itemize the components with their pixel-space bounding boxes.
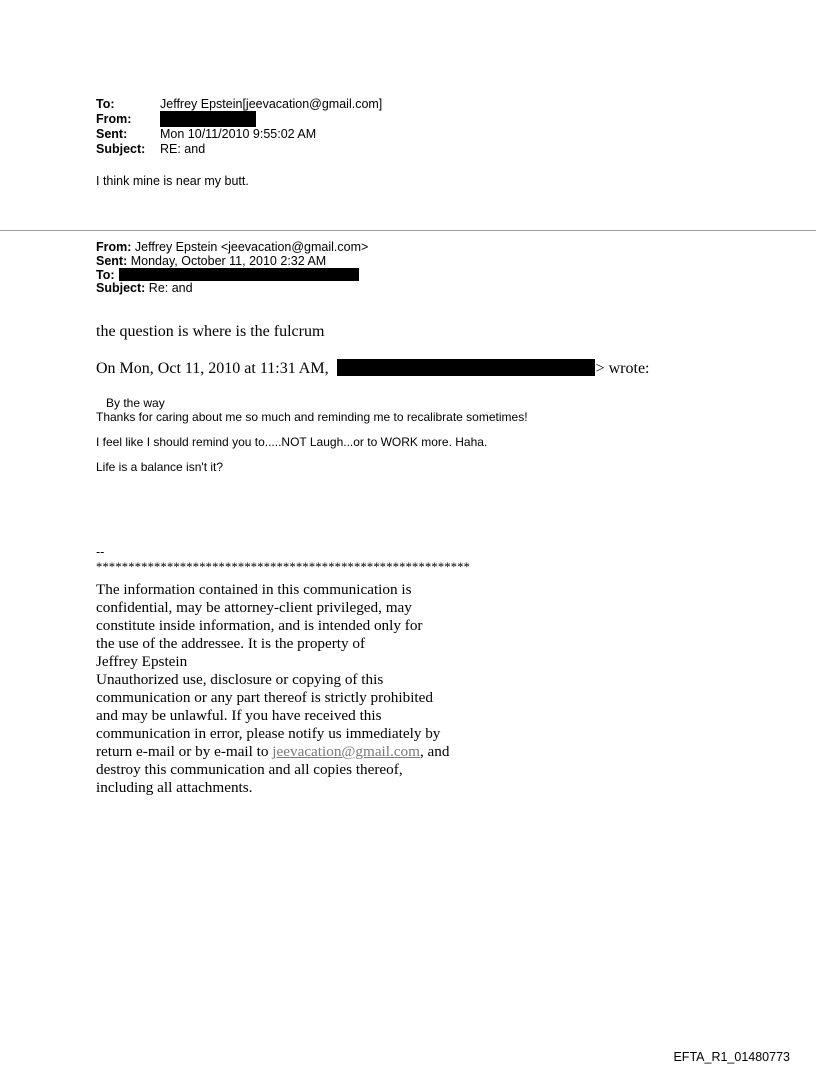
disclaimer-line: communication in error, please notify us immediately by — [96, 725, 441, 742]
email2-header — [96, 241, 368, 295]
email2-subject-value: Re: and — [148, 280, 193, 295]
quoted-gap — [96, 424, 528, 435]
email2-from-label: From: — [96, 240, 132, 254]
email2-sent-value: Monday, October 11, 2010 2:32 AM — [130, 253, 327, 268]
email1-to-value: Jeffrey Epstein[jeevacation@gmail.com] — [160, 97, 383, 111]
email1-sent-row — [96, 127, 382, 142]
disclaimer-line-return — [96, 743, 449, 761]
email1-sent-value: Mon 10/11/2010 9:55:02 AM — [160, 127, 317, 141]
disclaimer-line: Jeffrey Epstein — [96, 653, 188, 670]
email1-subject-row — [96, 142, 382, 157]
email1-subject-value: RE: and — [160, 142, 206, 156]
email1-to-row — [96, 97, 382, 112]
email-link[interactable]: jeevacation@gmail.com — [272, 743, 420, 760]
disclaimer-line: destroy this communication and all copies thereof, — [96, 761, 403, 778]
disclaimer-line: confidential, may be attorney-client privileged, may — [96, 599, 412, 616]
email1-subject-label: Subject: — [96, 142, 146, 156]
quote-intro-start: On Mon, Oct 11, 2010 at 11:31 AM, — [96, 360, 329, 377]
email2-to-label: To: — [96, 268, 115, 282]
email1-sent-label: Sent: — [96, 127, 128, 141]
confidentiality-disclaimer — [96, 581, 449, 797]
disclaimer-line: including all attachments. — [96, 779, 253, 796]
return-suffix: , and — [419, 743, 450, 760]
email2-from-row — [96, 241, 368, 255]
email1-from-label: From: — [96, 112, 132, 126]
quoted-line: Thanks for caring about me so much and reminding me to recalibrate sometimes! — [96, 410, 528, 424]
email2-sent-row — [96, 255, 368, 269]
disclaimer-line: communication or any part thereof is strictly prohibited — [96, 689, 433, 706]
email2-subject-row — [96, 282, 368, 296]
email1-header — [96, 97, 382, 157]
signature-stars: ********************************************************** — [96, 560, 471, 574]
email1-to-label: To: — [96, 97, 115, 111]
email1-from-row — [96, 112, 382, 127]
disclaimer-line: The information contained in this communication is — [96, 581, 412, 598]
quoted-line: By the way — [106, 396, 165, 410]
message-divider — [0, 230, 816, 231]
quoted-gap — [96, 449, 528, 460]
disclaimer-line: the use of the addressee. It is the property of — [96, 635, 366, 652]
quoted-line: Life is a balance isn't it? — [96, 460, 224, 474]
quoted-line: I feel like I should remind you to.....NOT Laugh...or to WORK more. Haha. — [96, 435, 488, 449]
disclaimer-line: Unauthorized use, disclosure or copying of this — [96, 671, 384, 688]
quoted-message — [96, 396, 528, 474]
quote-sender-redaction — [337, 359, 595, 376]
quote-intro — [96, 359, 650, 378]
email2-to-row — [96, 268, 368, 282]
signature-dashes: -- — [96, 545, 105, 559]
email1-from-redaction — [160, 111, 256, 127]
document-id: EFTA_R1_01480773 — [673, 1050, 790, 1064]
return-prefix: return e-mail or by e-mail to — [96, 743, 273, 760]
email2-body: the question is where is the fulcrum — [96, 323, 325, 340]
disclaimer-line: constitute inside information, and is intended only for — [96, 617, 423, 634]
email2-subject-label: Subject: — [96, 280, 146, 295]
disclaimer-line: and may be unlawful. If you have received this — [96, 707, 382, 724]
quote-intro-end: > wrote: — [595, 360, 650, 377]
email2-sent-label: Sent: — [96, 253, 128, 268]
email2-to-redaction — [119, 268, 359, 281]
email1-body: I think mine is near my butt. — [96, 174, 249, 188]
email2-from-value: Jeffrey Epstein <jeevacation@gmail.com> — [134, 240, 369, 254]
